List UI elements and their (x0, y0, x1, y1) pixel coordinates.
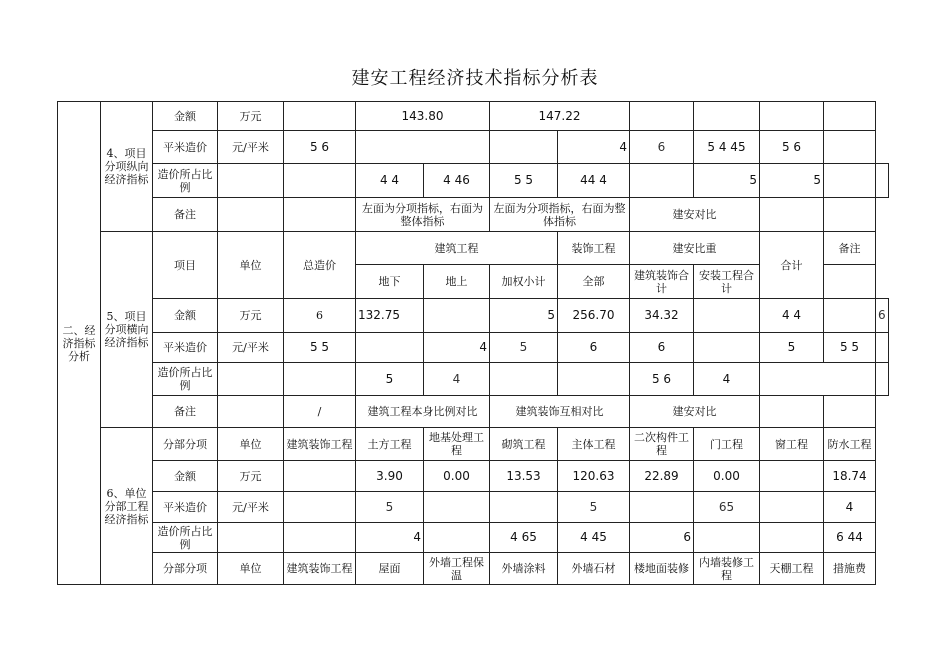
header-cell: 外墙工程保温 (424, 553, 490, 585)
header-cell: 砌筑工程 (490, 428, 558, 461)
cell: 备注 (153, 396, 218, 428)
cell: 造价所占比例 (153, 164, 218, 198)
header-cell: 装饰工程 (558, 232, 630, 265)
cell (824, 198, 876, 232)
header-cell: 分部分项 (153, 553, 218, 585)
cell: 金额 (153, 461, 218, 492)
cell: 4 4 (356, 164, 424, 198)
cell: 5 (694, 164, 760, 198)
table-row (58, 333, 889, 363)
cell: 平米造价 (153, 333, 218, 363)
cell: 金额 (153, 299, 218, 333)
cell: 万元 (218, 299, 284, 333)
cell (630, 492, 694, 523)
cell: 22.89 (630, 461, 694, 492)
table-row (58, 396, 889, 428)
header-cell: 窗工程 (760, 428, 824, 461)
cell: 18.74 (824, 461, 876, 492)
cell: 256.70 (558, 299, 630, 333)
cell: 5 (356, 492, 424, 523)
cell (760, 396, 824, 428)
cell: 万元 (218, 102, 284, 131)
header-cell: 项目 (153, 232, 218, 299)
cell: / (284, 396, 356, 428)
cell (284, 198, 356, 232)
cell (218, 198, 284, 232)
cell (824, 299, 876, 333)
cell: 5 (356, 363, 424, 396)
cell (824, 164, 876, 198)
cell (824, 396, 876, 428)
cell: 65 (694, 492, 760, 523)
table-row (58, 299, 889, 333)
cell: 5 6 (284, 131, 356, 164)
header-cell: 建筑装饰合计 (630, 265, 694, 299)
cell (630, 164, 694, 198)
cell (424, 523, 490, 553)
header-cell: 总造价 (284, 232, 356, 299)
table-row (58, 102, 889, 131)
sheet-title: 建安工程经济技术指标分析表 (351, 68, 599, 89)
indicator-table (57, 101, 889, 585)
cell (760, 492, 824, 523)
cell (356, 333, 424, 363)
cell (424, 299, 490, 333)
cell: 5 (490, 333, 558, 363)
cell: 左面为分项指标，右面为整体指标 (490, 198, 630, 232)
cell: 左面为分项指标，右面为整体指标 (356, 198, 490, 232)
cell: 4 46 (424, 164, 490, 198)
subsection-vertical: 4、项目分项纵向经济指标 (101, 102, 153, 232)
cell: 建安对比 (630, 396, 760, 428)
cell (284, 523, 356, 553)
cell: 6 (630, 333, 694, 363)
cell: 0.00 (424, 461, 490, 492)
cell (558, 363, 630, 396)
cell: 平米造价 (153, 131, 218, 164)
cell: 6 44 (824, 523, 876, 553)
header-cell: 建筑装饰工程 (284, 553, 356, 585)
header-cell: 安装工程合计 (694, 265, 760, 299)
header-cell: 加权小计 (490, 265, 558, 299)
header-cell: 单位 (218, 553, 284, 585)
cell (760, 102, 824, 131)
cell (218, 396, 284, 428)
subsection-unit-division: 6、单位分部工程经济指标 (101, 428, 153, 585)
cell (424, 492, 490, 523)
cell (694, 523, 760, 553)
cell: 4 (356, 523, 424, 553)
cell (218, 363, 284, 396)
cell: 6 (558, 333, 630, 363)
cell (284, 461, 356, 492)
header-cell: 备注 (824, 232, 876, 265)
header-cell: 单位 (218, 232, 284, 299)
header-cell: 全部 (558, 265, 630, 299)
cell (760, 461, 824, 492)
cell (284, 164, 356, 198)
cell: 元/平米 (218, 492, 284, 523)
cell (876, 164, 889, 198)
cell (694, 333, 760, 363)
header-cell: 建筑装饰工程 (284, 428, 356, 461)
cell: 4 (824, 492, 876, 523)
cell (760, 523, 824, 553)
cell: 0.00 (694, 461, 760, 492)
cell (284, 102, 356, 131)
section-economic-indicators: 二、经济指标分析 (58, 102, 101, 585)
cell: 5 6 (760, 131, 824, 164)
header-cell: 地下 (356, 265, 424, 299)
header-cell (824, 265, 876, 299)
cell (284, 363, 356, 396)
header-cell: 合计 (760, 232, 824, 299)
cell: 5 6 (630, 363, 694, 396)
cell: 平米造价 (153, 492, 218, 523)
header-cell: 主体工程 (558, 428, 630, 461)
cell (284, 492, 356, 523)
table-row (58, 492, 889, 523)
table-row (58, 198, 889, 232)
cell: 元/平米 (218, 131, 284, 164)
cell: 5 5 (824, 333, 876, 363)
cell: 44 4 (558, 164, 630, 198)
cell (760, 363, 876, 396)
cell: 6 (876, 299, 889, 333)
cell: 5 5 (284, 333, 356, 363)
cell: 建筑工程本身比例对比 (356, 396, 490, 428)
cell: 5 (760, 164, 824, 198)
cell: 143.80 (356, 102, 490, 131)
header-cell: 地基处理工程 (424, 428, 490, 461)
cell (760, 198, 824, 232)
cell: 万元 (218, 461, 284, 492)
subsection-horizontal: 5、项目分项横向经济指标 (101, 232, 153, 428)
cell (490, 363, 558, 396)
cell: 5 (760, 333, 824, 363)
header-cell: 土方工程 (356, 428, 424, 461)
table-row (58, 363, 889, 396)
cell: 造价所占比例 (153, 523, 218, 553)
header-cell: 二次构件工程 (630, 428, 694, 461)
cell: 5 5 (490, 164, 558, 198)
cell (218, 523, 284, 553)
table-row (58, 232, 889, 265)
cell: 5 (490, 299, 558, 333)
cell (630, 102, 694, 131)
table-row (58, 428, 889, 461)
cell: 6 (284, 299, 356, 333)
header-cell: 内墙装修工程 (694, 553, 760, 585)
cell: 4 (424, 333, 490, 363)
cell (694, 299, 760, 333)
cell: 5 (558, 492, 630, 523)
cell: 造价所占比例 (153, 363, 218, 396)
cell: 132.75 (356, 299, 424, 333)
cell (218, 164, 284, 198)
header-cell: 建筑工程 (356, 232, 558, 265)
cell: 建安对比 (630, 198, 760, 232)
cell (824, 102, 876, 131)
table-row (58, 523, 889, 553)
cell (490, 492, 558, 523)
cell: 4 65 (490, 523, 558, 553)
header-cell: 分部分项 (153, 428, 218, 461)
cell: 3.90 (356, 461, 424, 492)
header-cell: 防水工程 (824, 428, 876, 461)
cell: 6 (630, 131, 694, 164)
cell: 120.63 (558, 461, 630, 492)
cell: 4 (558, 131, 630, 164)
header-cell: 单位 (218, 428, 284, 461)
cell (876, 363, 889, 396)
cell: 建筑装饰互相对比 (490, 396, 630, 428)
header-cell: 天棚工程 (760, 553, 824, 585)
cell: 备注 (153, 198, 218, 232)
table-row (58, 553, 889, 585)
header-cell: 外墙石材 (558, 553, 630, 585)
header-cell: 外墙涂料 (490, 553, 558, 585)
header-cell: 屋面 (356, 553, 424, 585)
cell (694, 102, 760, 131)
cell: 147.22 (490, 102, 630, 131)
cell: 4 4 (760, 299, 824, 333)
header-cell: 措施费 (824, 553, 876, 585)
cell (876, 333, 889, 363)
cell: 4 (424, 363, 490, 396)
cell (490, 131, 558, 164)
header-cell: 地上 (424, 265, 490, 299)
cell: 元/平米 (218, 333, 284, 363)
table-row (58, 164, 889, 198)
cell (824, 131, 876, 164)
cell: 13.53 (490, 461, 558, 492)
cell: 4 45 (558, 523, 630, 553)
cell: 金额 (153, 102, 218, 131)
table-row (58, 131, 889, 164)
header-cell: 门工程 (694, 428, 760, 461)
cell (356, 131, 490, 164)
table-row (58, 461, 889, 492)
cell: 34.32 (630, 299, 694, 333)
header-cell: 建安比重 (630, 232, 760, 265)
cell: 5 4 45 (694, 131, 760, 164)
cell: 6 (630, 523, 694, 553)
header-cell: 楼地面装修 (630, 553, 694, 585)
cell: 4 (694, 363, 760, 396)
